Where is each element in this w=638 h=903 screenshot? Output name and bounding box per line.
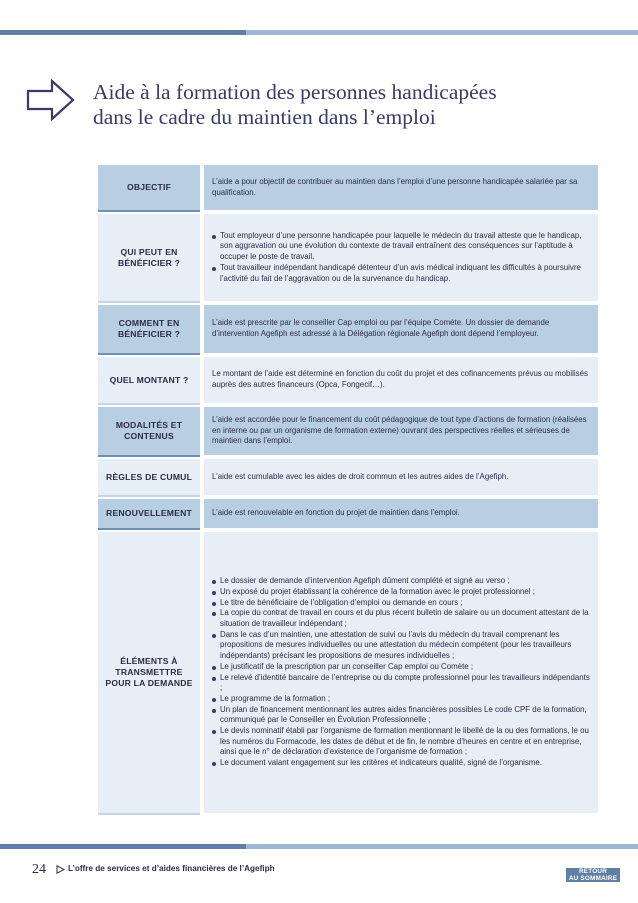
list-item: Dans le cas d’un maintien, une attestation de suivi ou l’avis du médecin du travail comprenant les propositions de mesures individuelles ou une attestation du médecin compétent (pour les travailleurs indépendants) précisant les propositions de mesures individuelles ; [212, 630, 590, 662]
row-comment-en-beneficier [98, 305, 598, 357]
bottom-bar-dark [0, 844, 246, 849]
row-qui-peut-en-beneficier [98, 214, 598, 305]
row-text: L’aide a pour objectif de contribuer au maintien dans l’emploi d’une personne handicapée salariée par sa qualification. [212, 176, 578, 197]
row-label: RENOUVELLEMENT [98, 499, 200, 530]
row-quel-montant [98, 357, 598, 407]
top-bar-light [246, 30, 638, 35]
row-renouvellement [98, 499, 598, 532]
list-item: Le document valant engagement sur les critères et indicateurs qualité, signé de l’organisme. [212, 758, 590, 769]
info-table [98, 165, 598, 817]
row-label: ÉLÉMENTS À TRANSMETTRE POUR LA DEMANDE [98, 532, 200, 815]
list-item: Le relevé d’identité bancaire de l’entreprise ou du compte professionnel pour les travailleurs indépendants ; [212, 673, 590, 694]
list-item: Tout travailleur indépendant handicapé détenteur d’un avis médical indiquant les difficultés à poursuivre l’activité du fait de l’aggravation ou de la survenance du handicap. [212, 263, 590, 284]
list-item: La copie du contrat de travail en cours et du plus récent bulletin de salaire ou un document attestant de la situation de travailleur indépendant ; [212, 608, 590, 629]
row-text: L’aide est renouvelable en fonction du projet de maintien dans l’emploi. [212, 508, 460, 518]
row-label: QUEL MONTANT ? [98, 357, 200, 405]
list-item: Tout employeur d’une personne handicapée pour laquelle le médecin du travail atteste que le handicap, son aggravation ou une évolution du contexte de travail entraînent des conséquences sur l’aptitude à occuper le poste de travail. [212, 231, 590, 263]
list-item: Le justificatif de la prescription par un conseiller Cap emploi ou Comète ; [212, 662, 590, 673]
row-content [204, 214, 598, 303]
row-text: L’aide est cumulable avec les aides de droit commun et les autres aides de l’Agefiph. [212, 471, 509, 481]
row-content [204, 165, 598, 212]
triangle-right-icon [56, 865, 65, 874]
row-content [204, 407, 598, 457]
bottom-bar-light [246, 844, 638, 849]
row-content [204, 357, 598, 405]
page-title-line-1: Aide à la formation des personnes handicapées [93, 80, 497, 104]
row-content [204, 532, 598, 815]
top-bar-dark [0, 30, 246, 35]
page-title [93, 80, 613, 130]
row-text: Le montant de l’aide est déterminé en fonction du coût du projet et des cofinancements prévus ou mobilisés auprès des autres financeurs (Opca, Fongecif…). [212, 369, 588, 389]
list-item: Le dossier de demande d’intervention Agefiph dûment complété et signé au verso ; [212, 576, 590, 587]
list-item: Un exposé du projet établissant la cohérence de la formation avec le projet professionnel ; [212, 587, 590, 598]
back-button-line-1: RETOUR [578, 868, 608, 875]
row-label: RÈGLES DE CUMUL [98, 459, 200, 497]
page-number: 24 [32, 862, 46, 877]
row-label: OBJECTIF [98, 165, 200, 212]
row-elements-a-transmettre [98, 532, 598, 817]
row-content [204, 499, 598, 530]
row-label: COMMENT EN BÉNÉFICIER ? [98, 305, 200, 355]
footer-publication-title: L’offre de services et d’aides financières de l’Agefiph [68, 864, 275, 873]
list-item: Le devis nominatif établi par l’organisme de formation mentionnant le libellé de la ou des formations, le ou les numéros du Formacode, les dates de début et de fin, le nombre d’heures en centre et en entreprise, ainsi que le n° de déclaration d’existence de l’organisme de formation ; [212, 726, 590, 758]
back-button-line-2: AU SOMMAIRE [568, 875, 618, 882]
list-item: Un plan de financement mentionnant les autres aides financières possibles Le code CPF de la formation, communiqué par le Conseiller en Évolution Professionnelle ; [212, 705, 590, 726]
row-objectif [98, 165, 598, 214]
row-content [204, 305, 598, 355]
arrow-right-outline-icon [26, 78, 76, 122]
page-title-line-2: dans le cadre du maintien dans l’emploi [93, 105, 436, 129]
row-modalites-et-contenus [98, 407, 598, 459]
row-content [204, 459, 598, 497]
row-text: L’aide est prescrite par le conseiller Cap emploi ou par l’équipe Comète. Un dossier de demande d’intervention Agefiph est adressé à la Délégation régionale Agefiph dont dépend l’employeur. [212, 318, 550, 338]
row-regles-de-cumul [98, 459, 598, 499]
row-label: MODALITÉS ET CONTENUS [98, 407, 200, 457]
list-item: Le titre de bénéficiaire de l’obligation d’emploi ou demande en cours ; [212, 598, 590, 609]
row-label: QUI PEUT EN BÉNÉFICIER ? [98, 214, 200, 303]
row-text: L’aide est accordée pour le financement du coût pédagogique de tout type d’actions de formation (réalisées en interne ou par un organisme de formation externe) ouvrant des perspectives réelles et sérieuses de maintien dans l’emploi. [212, 414, 587, 446]
back-to-contents-button[interactable] [566, 868, 620, 882]
list-item: Le programme de la formation ; [212, 694, 590, 705]
